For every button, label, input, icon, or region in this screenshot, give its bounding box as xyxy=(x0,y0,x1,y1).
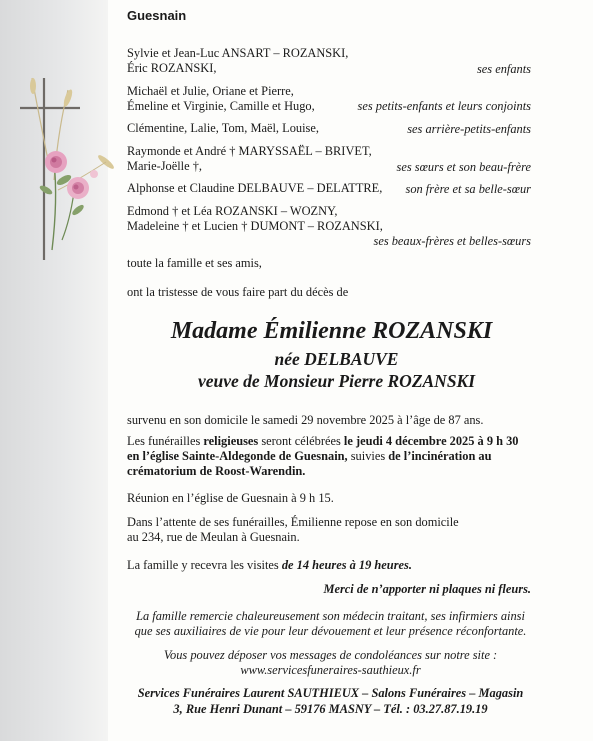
family-group-children xyxy=(127,46,531,76)
relation-label: ses enfants xyxy=(476,62,531,76)
relation-label: ses petits-enfants et leurs conjoints xyxy=(357,99,531,113)
relation-label: ses arrière-petits-enfants xyxy=(407,122,531,136)
thanks-line-1: La famille remercie chaleureusement son médecin traitant, ses infirmiers ainsi xyxy=(136,609,525,623)
whole-family-line: toute la famille et ses amis, xyxy=(127,256,262,270)
announcement-line: ont la tristesse de vous faire part du décès de xyxy=(127,285,349,299)
family-line: Edmond † et Léa ROZANSKI – WOZNY, xyxy=(127,204,338,218)
widow-of-line: veuve de Monsieur Pierre ROZANSKI xyxy=(197,371,476,391)
meeting-line: Réunion en l’église de Guesnain à 9 h 15. xyxy=(127,491,334,505)
family-line: Sylvie et Jean-Luc ANSART – ROZANSKI, xyxy=(127,46,349,60)
family-line: Alphonse et Claudine DELBAUVE – DELATTRE, xyxy=(127,181,383,195)
family-group-brother xyxy=(127,181,531,196)
family-group-sisters xyxy=(127,144,531,174)
funeral-home-name: Services Funéraires Laurent SAUTHIEUX – Salons Funéraires – Magasin xyxy=(137,686,524,700)
funeral-type: religieuses xyxy=(203,434,259,448)
funeral-text: suivies xyxy=(347,449,389,463)
visits-hours: de 14 heures à 19 heures. xyxy=(281,558,412,572)
place-name: Guesnain xyxy=(127,8,187,23)
cross-and-roses-icon xyxy=(18,70,128,270)
relation-label: ses beaux-frères et belles-sœurs xyxy=(373,234,531,248)
family-line: Émeline et Virginie, Camille et Hugo, xyxy=(127,99,315,113)
family-line: Madeleine † et Lucien † DUMONT – ROZANSKI, xyxy=(127,219,383,233)
condolences-line: Vous pouvez déposer vos messages de condoléances sur notre site : xyxy=(163,648,498,662)
family-line: Clémentine, Lalie, Tom, Maël, Louise, xyxy=(127,121,319,135)
family-group-great-grandchildren xyxy=(127,121,531,136)
death-details: survenu en son domicile le samedi 29 novembre 2025 à l’âge de 87 ans. xyxy=(127,413,484,427)
rest-line-1: Dans l’attente de ses funérailles, Émilienne repose en son domicile xyxy=(127,515,459,529)
thanks-line-2: que ses auxiliaires de vie pour leur dévouement et leur présence réconfortante. xyxy=(134,624,527,638)
funeral-date-place: le jeudi 4 décembre 2025 à 9 h 30 en l’église Sainte-Aldegonde de Guesnain, xyxy=(127,434,519,463)
deceased-name: Madame Émilienne ROZANSKI xyxy=(170,318,493,344)
maiden-name: née DELBAUVE xyxy=(274,349,399,369)
rest-line-2: au 234, rue de Meulan à Guesnain. xyxy=(127,530,300,544)
visits-line xyxy=(127,558,412,573)
funeral-home-address: 3, Rue Henri Dunant – 59176 MASNY – Tél. : 03.27.87.19.19 xyxy=(173,702,488,716)
family-group-grandchildren xyxy=(127,84,531,114)
condolences-website-link[interactable]: www.servicesfuneraires-sauthieux.fr xyxy=(240,663,421,677)
funeral-details xyxy=(127,434,531,479)
family-line: Michaël et Julie, Oriane et Pierre, xyxy=(127,84,294,98)
family-line: Éric ROZANSKI, xyxy=(127,61,217,75)
relation-label: ses sœurs et son beau-frère xyxy=(396,160,531,174)
visits-text: La famille y recevra les visites xyxy=(127,558,282,572)
funeral-text: seront célébrées xyxy=(258,434,344,448)
cremation-place: de l’incinération au crématorium de Roost-Warendin. xyxy=(127,449,492,478)
family-line: Marie-Joëlle †, xyxy=(127,159,203,173)
family-line: Raymonde et André † MARYSSAËL – BRIVET, xyxy=(127,144,372,158)
relation-label: son frère et sa belle-sœur xyxy=(405,182,531,196)
no-flowers-line: Merci de n’apporter ni plaques ni fleurs. xyxy=(323,582,531,596)
funeral-text: Les funérailles xyxy=(127,434,204,448)
family-group-in-laws xyxy=(127,204,531,248)
